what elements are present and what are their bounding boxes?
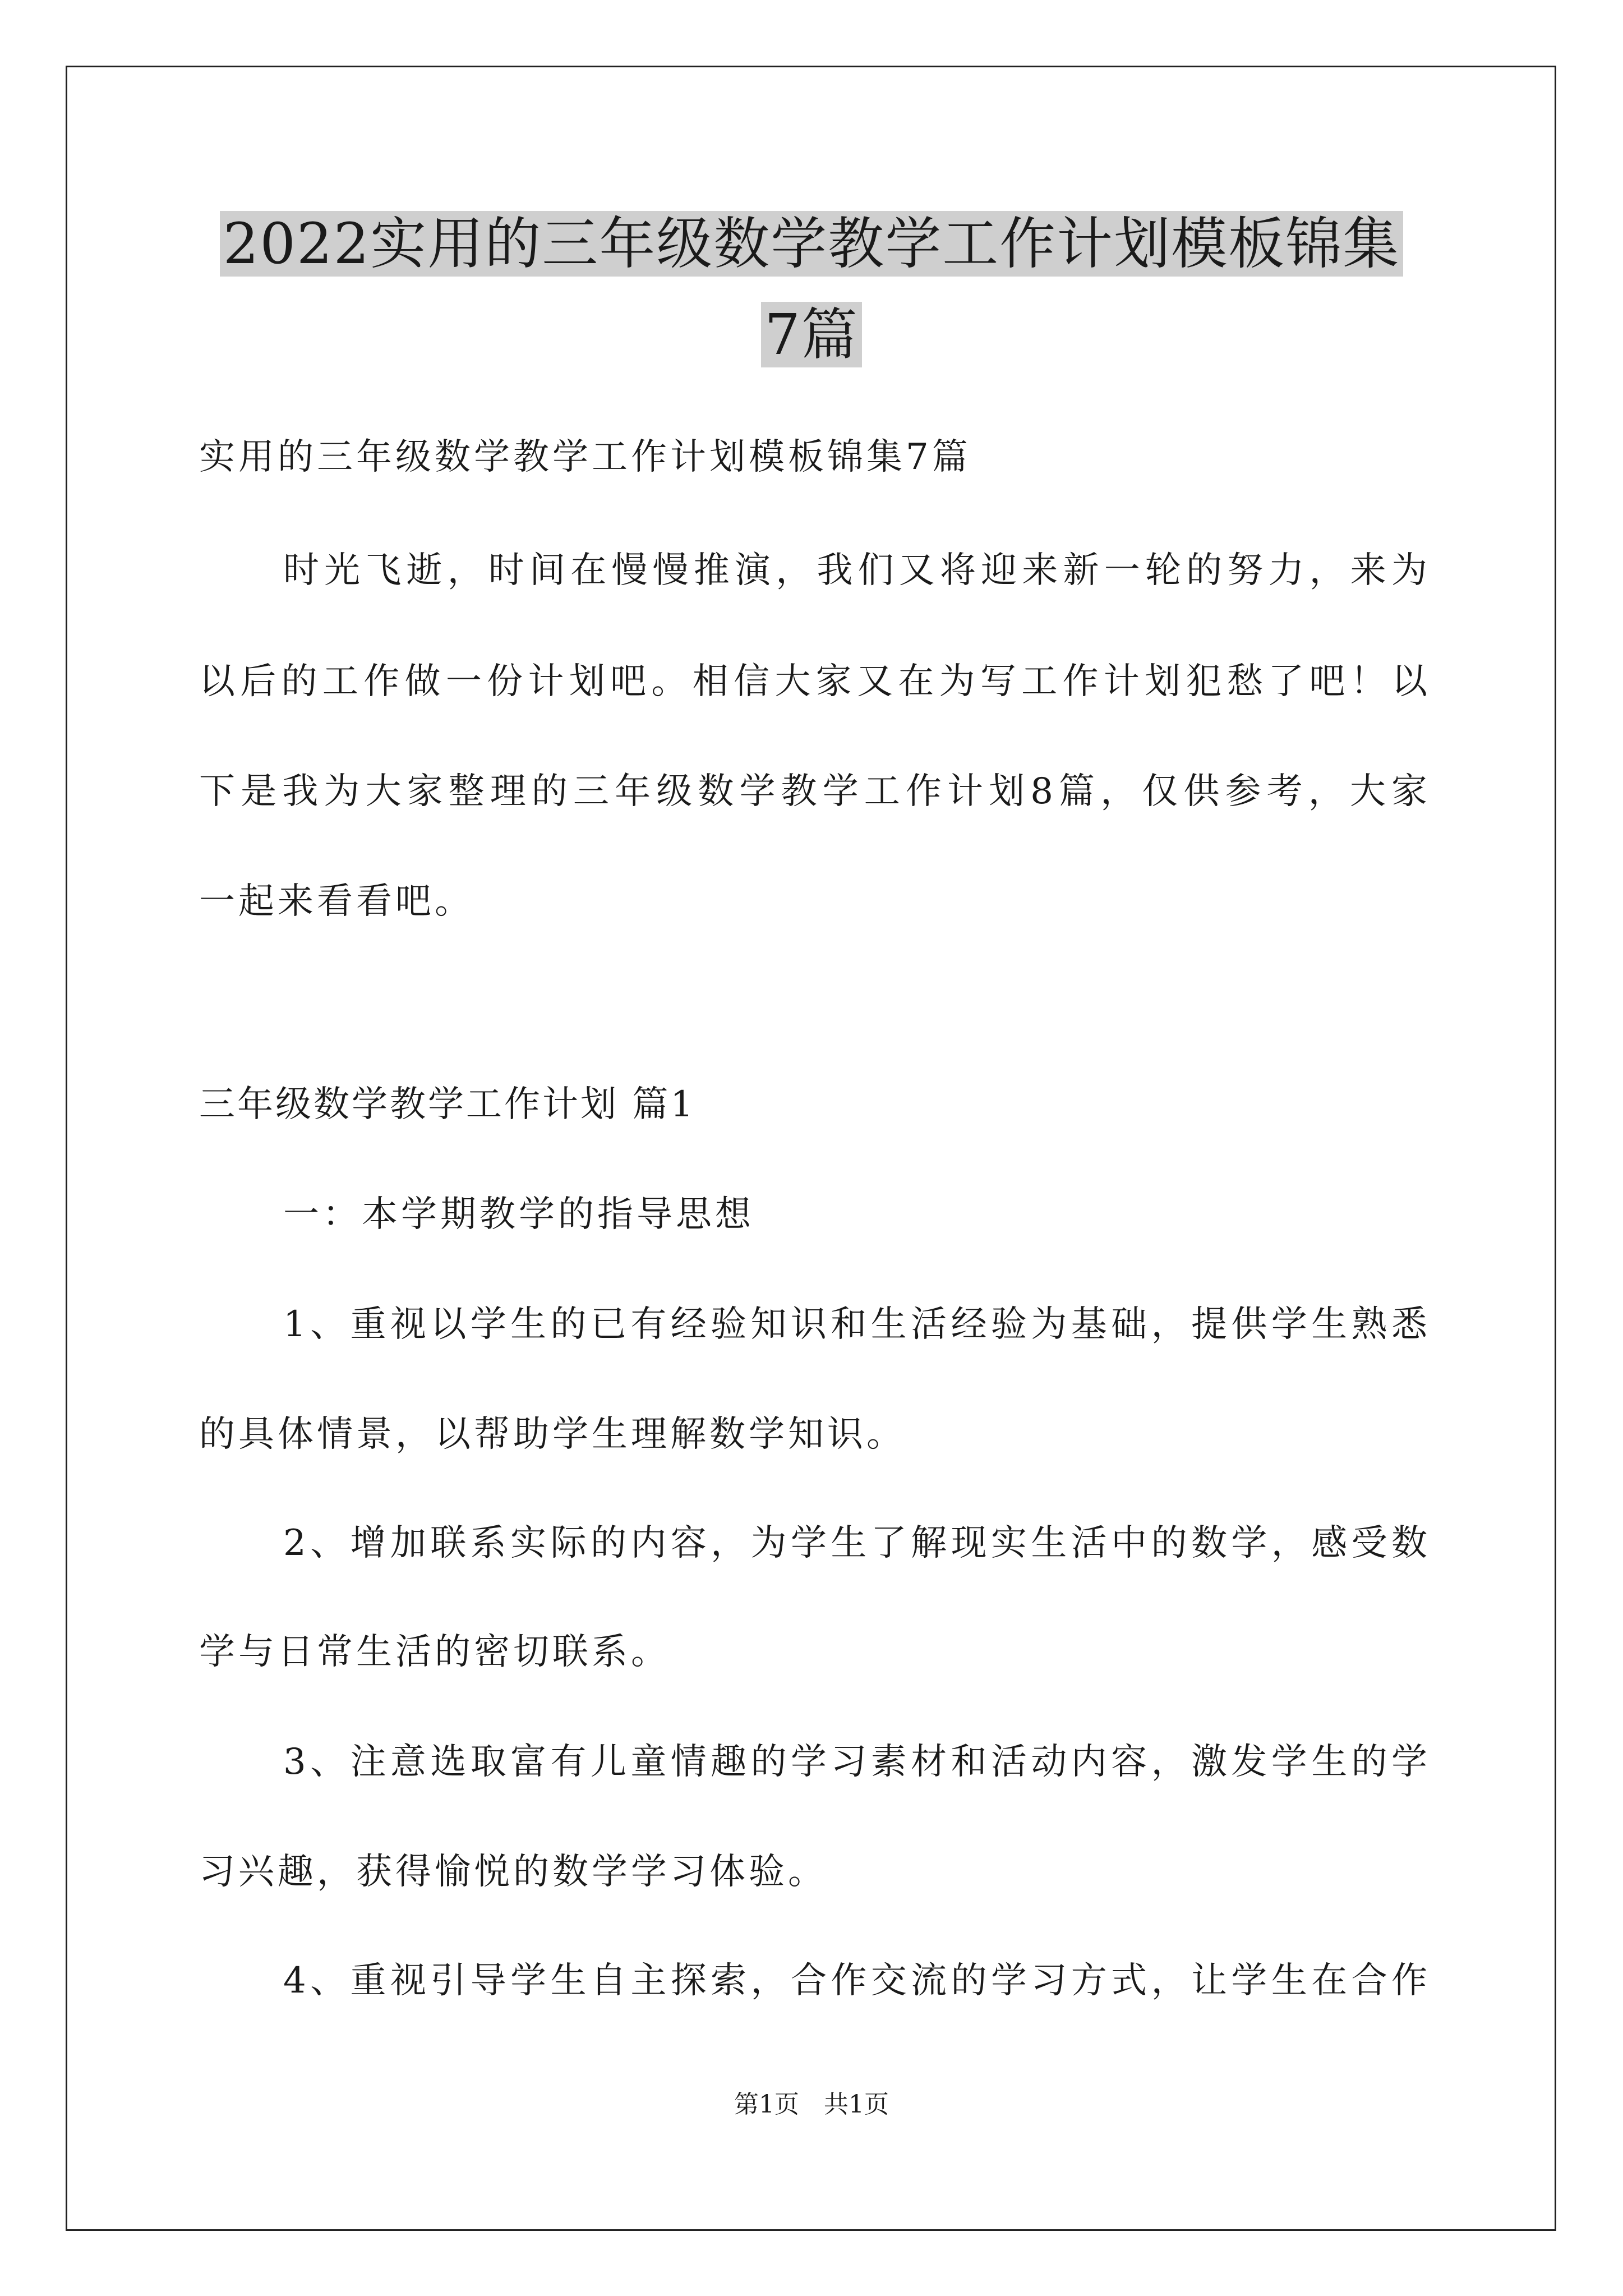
- section-heading: 三年级数学教学工作计划 篇1: [199, 1084, 696, 1125]
- part-heading: 一：本学期教学的指导思想: [283, 1194, 754, 1235]
- item-2-line-2: 学与日常生活的密切联系。: [199, 1631, 670, 1673]
- item-2-line-1: 2、增加联系实际的内容，为学生了解现实生活中的数学，感受数: [283, 1522, 1427, 1564]
- page-border: [66, 66, 1556, 2231]
- page-footer: 第1页 共1页: [734, 2090, 889, 2119]
- intro-line-2: 以后的工作做一份计划吧。相信大家又在为写工作计划犯愁了吧！以: [199, 661, 1427, 702]
- item-1-line-2: 的具体情景，以帮助学生理解数学知识。: [199, 1414, 906, 1455]
- item-4-line-1: 4、重视引导学生自主探索，合作交流的学习方式，让学生在合作: [283, 1960, 1427, 2001]
- intro-line-4: 一起来看看吧。: [199, 881, 474, 922]
- item-3-line-2: 习兴趣，获得愉悦的数学学习体验。: [199, 1851, 827, 1893]
- document-title: [196, 202, 1427, 377]
- intro-line-1: 时光飞逝，时间在慢慢推演，我们又将迎来新一轮的努力，来为: [283, 550, 1427, 591]
- title-line-1: 2022实用的三年级数学教学工作计划模板锦集: [220, 211, 1404, 277]
- subtitle: 实用的三年级数学教学工作计划模板锦集7篇: [199, 436, 971, 478]
- title-line-2: 7篇: [761, 302, 862, 367]
- item-1-line-1: 1、重视以学生的已有经验知识和生活经验为基础，提供学生熟悉: [283, 1304, 1427, 1345]
- intro-line-3: 下是我为大家整理的三年级数学教学工作计划8篇，仅供参考，大家: [199, 771, 1427, 812]
- item-3-line-1: 3、注意选取富有儿童情趣的学习素材和活动内容，激发学生的学: [283, 1741, 1427, 1783]
